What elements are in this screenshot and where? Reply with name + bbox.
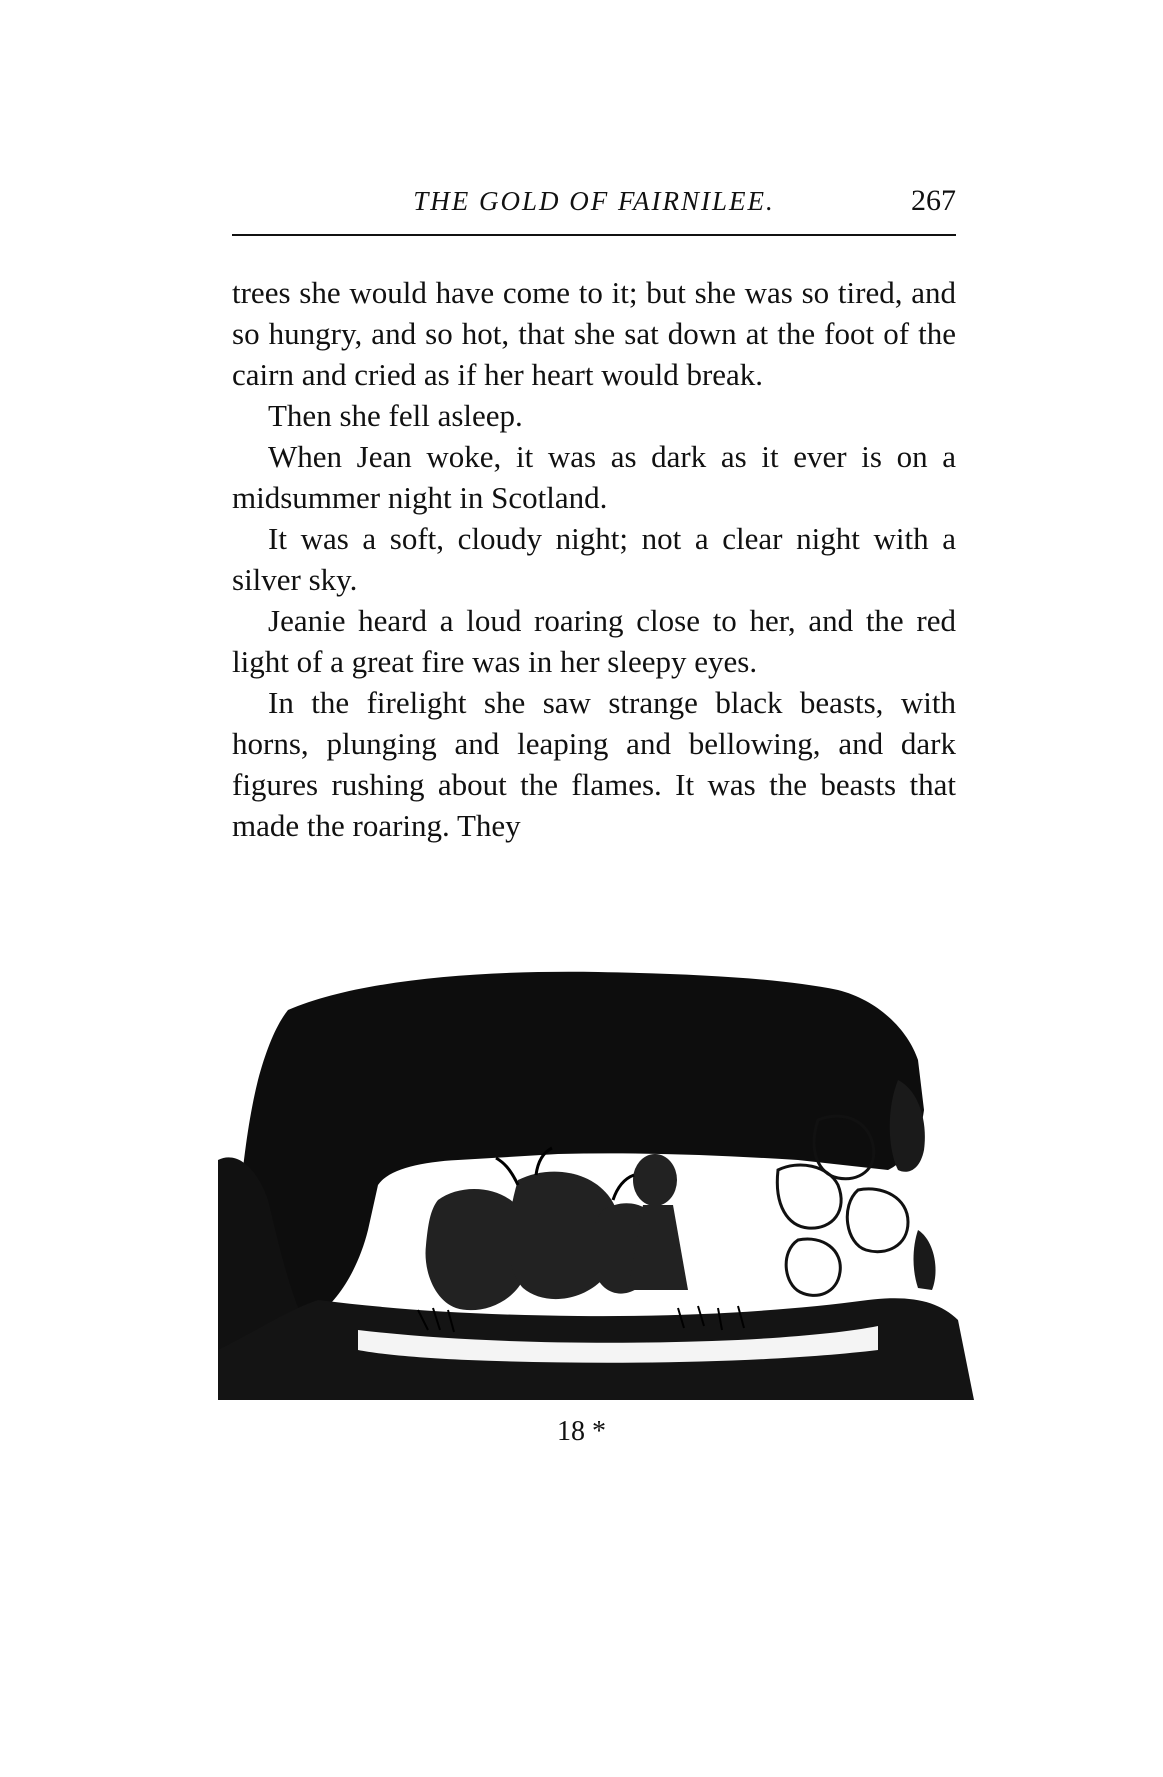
header-rule <box>232 234 956 236</box>
cairn-shading <box>890 1080 936 1290</box>
paragraph: When Jean woke, it was as dark as it ever is on a midsummer night in Scotland. <box>232 439 956 515</box>
paragraph: Then she fell asleep. <box>268 398 523 433</box>
signature-mark: 18 * <box>557 1416 606 1447</box>
page-number: 267 <box>911 184 956 217</box>
paragraph: Jeanie heard a loud roaring close to her, and the red light of a great fire was in her sleepy eyes. <box>232 603 956 679</box>
paragraph: It was a soft, cloudy night; not a clear night with a silver sky. <box>232 521 956 597</box>
woodcut-illustration <box>218 970 974 1400</box>
running-title: THE GOLD OF FAIRNILEE. <box>413 186 775 216</box>
beasts-and-figures <box>426 1154 688 1310</box>
paragraph: In the firelight she saw strange black beasts, with horns, plunging and leaping and bellowing, and dark figures rushing about the flames. It was the beasts that made the roaring. They <box>232 685 956 843</box>
body-text <box>232 272 956 846</box>
running-head <box>232 186 956 226</box>
paragraph: trees she would have come to it; but she was so tired, and so hungry, and so hot, that she sat down at the foot of the cairn and cried as if her heart would break. <box>232 275 956 392</box>
